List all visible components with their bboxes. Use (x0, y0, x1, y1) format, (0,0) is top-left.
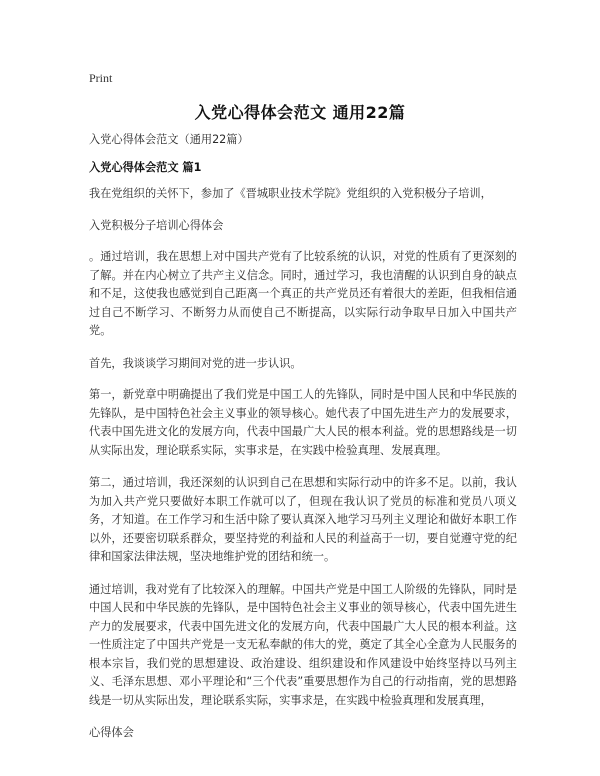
document-subtitle: 入党心得体会范文（通用22篇） (89, 133, 249, 146)
paragraph: 第一，新党章中明确提出了我们党是中国工人的先锋队，同时是中国人民和中华民族的先锋队，是中国特色社会主义事业的领导核心。她代表了中国先进生产力的发展要求，代表中国先进文化的发展方向，代表中国最广大人民的根本利益。党的思想路线是一切从实际出发，理论联系实际，实事求是，在实践中检验真理、发展真理。 (89, 388, 517, 457)
paragraph: 通过培训，我对党有了比较深入的理解。中国共产党是中国工人阶级的先锋队，同时是中国人民和中华民族的先锋队，是中国特色社会主义事业的领导核心，代表中国先进生产力的发展要求，代表中国先进文化的发展方向，代表中国最广大人民的根本利益。这一性质注定了中国共产党是一支无私奉献的伟大的党，奠定了其全心全意为人民服务的根本宗旨，我们党的思想建设、政治建设、组织建设和作风建设中始终坚持以马列主义、毛泽东思想、邓小平理论和“三个代表”重要思想作为自己的行动指南，党的思想路线是一切从实际出发，理论联系实际，实事求是，在实践中检验真理和发展真理， (89, 582, 517, 707)
paragraph: 。通过培训，我在思想上对中国共产党有了比较系统的认识，对党的性质有了更深刻的了解。并在内心树立了共产主义信念。同时，通过学习，我也清醒的认识到自身的缺点和不足，这使我也感觉到自己距离一个真正的共产党员还有着很大的差距，但我相信通过自己不断学习、不断努力从而使自己不断提高，以实际行动争取早日加入中国共产党。 (89, 250, 517, 337)
paragraph: 我在党组织的关怀下，参加了《晋城职业技术学院》党组织的入党积极分子培训， (89, 187, 492, 200)
paragraph: 入党积极分子培训心得体会 (89, 218, 224, 232)
paragraph: 第二，通过培训，我还深刻的认识到自己在思想和实际行动中的许多不足。以前，我认为加入共产党只要做好本职工作就可以了，但现在我认识了党员的标准和党员八项义务，才知道。在工作学习和生活中除了要认真深入地学习马列主义理论和做好本职工作以外，还要密切联系群众，要坚持党的利益和人民的利益高于一切，要自觉遵守党的纪律和国家法律法规，坚决地维护党的团结和统一。 (89, 476, 517, 563)
page-title: 入党心得体会范文 通用22篇 (194, 103, 406, 122)
paragraph: 心得体会 (89, 726, 134, 739)
section-heading: 入党心得体会范文 篇1 (89, 160, 202, 174)
paragraph: 首先，我谈谈学习期间对党的进一步认识。 (89, 356, 302, 370)
document-body (89, 131, 517, 743)
print-label: Print (89, 71, 113, 85)
